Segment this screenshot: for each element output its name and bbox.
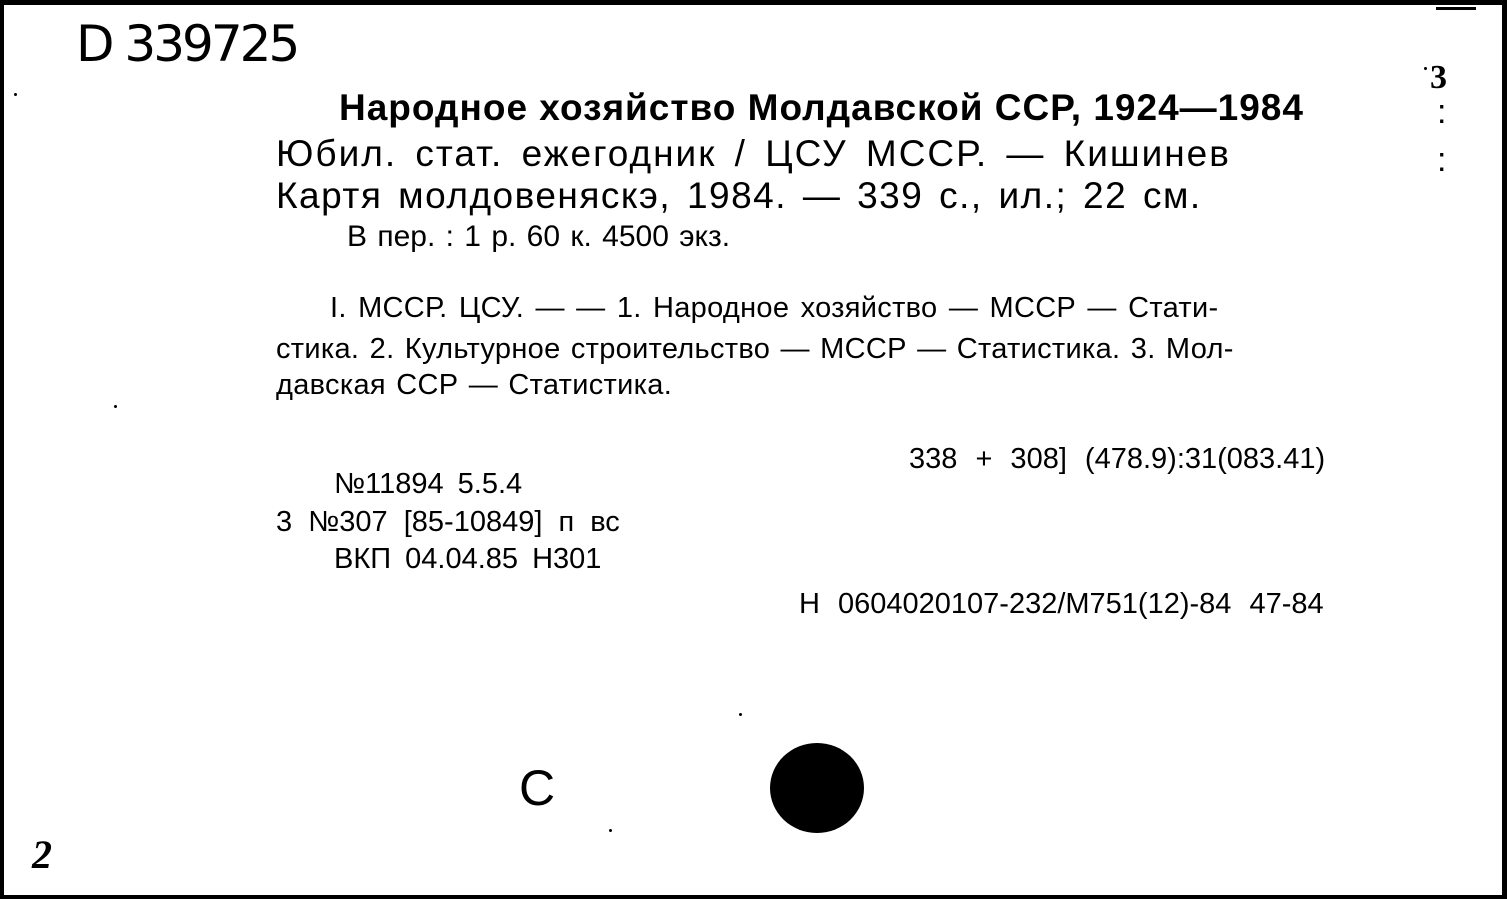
dust-speck [14,93,17,96]
publication-line-2: Картя молдовеняскэ, 1984. — 339 с., ил.; 22 см. [276,175,1202,216]
tracing-line-1: I. МССР. ЦСУ. — — 1. Народное хозяйство — МССР — Стати- [330,292,1219,324]
udc-classification: 338 + 308] (478.9):31(083.41) [909,443,1326,475]
shelf-letter: С [519,760,556,816]
tracing-line-2: стика. 2. Культурное строительство — МССР — Статистика. 3. Мол- [276,333,1234,365]
card-number: 3 [1430,59,1447,96]
title-line: Народное хозяйство Молдавской ССР, 1924—1984 [339,87,1304,128]
publication-separator: : [1437,141,1447,179]
registration-line-2: 3 №307 [85-10849] п вс [276,506,620,538]
scan-artifact [1436,7,1476,10]
title-separator: : [1437,93,1447,131]
tracing-line-3: давская ССР — Статистика. [276,369,673,401]
registration-line-3: ВКП 04.04.85 Н301 [334,543,602,575]
pencil-mark: 2 [32,832,52,877]
call-number: D 339725 [76,15,298,73]
bbk-classification: Н 0604020107-232/М751(12)-84 47-84 [799,588,1324,620]
dust-speck [1424,67,1427,70]
dust-speck [609,829,612,832]
publication-line-1: Юбил. стат. ежегодник / ЦСУ МССР. — Кишинев [276,133,1231,174]
dust-speck [114,405,117,408]
punch-hole [770,743,864,833]
registration-line-1: №11894 5.5.4 [334,468,523,500]
price-line: В пер. : 1 р. 60 к. 4500 экз. [347,220,731,253]
dust-speck [739,713,742,716]
